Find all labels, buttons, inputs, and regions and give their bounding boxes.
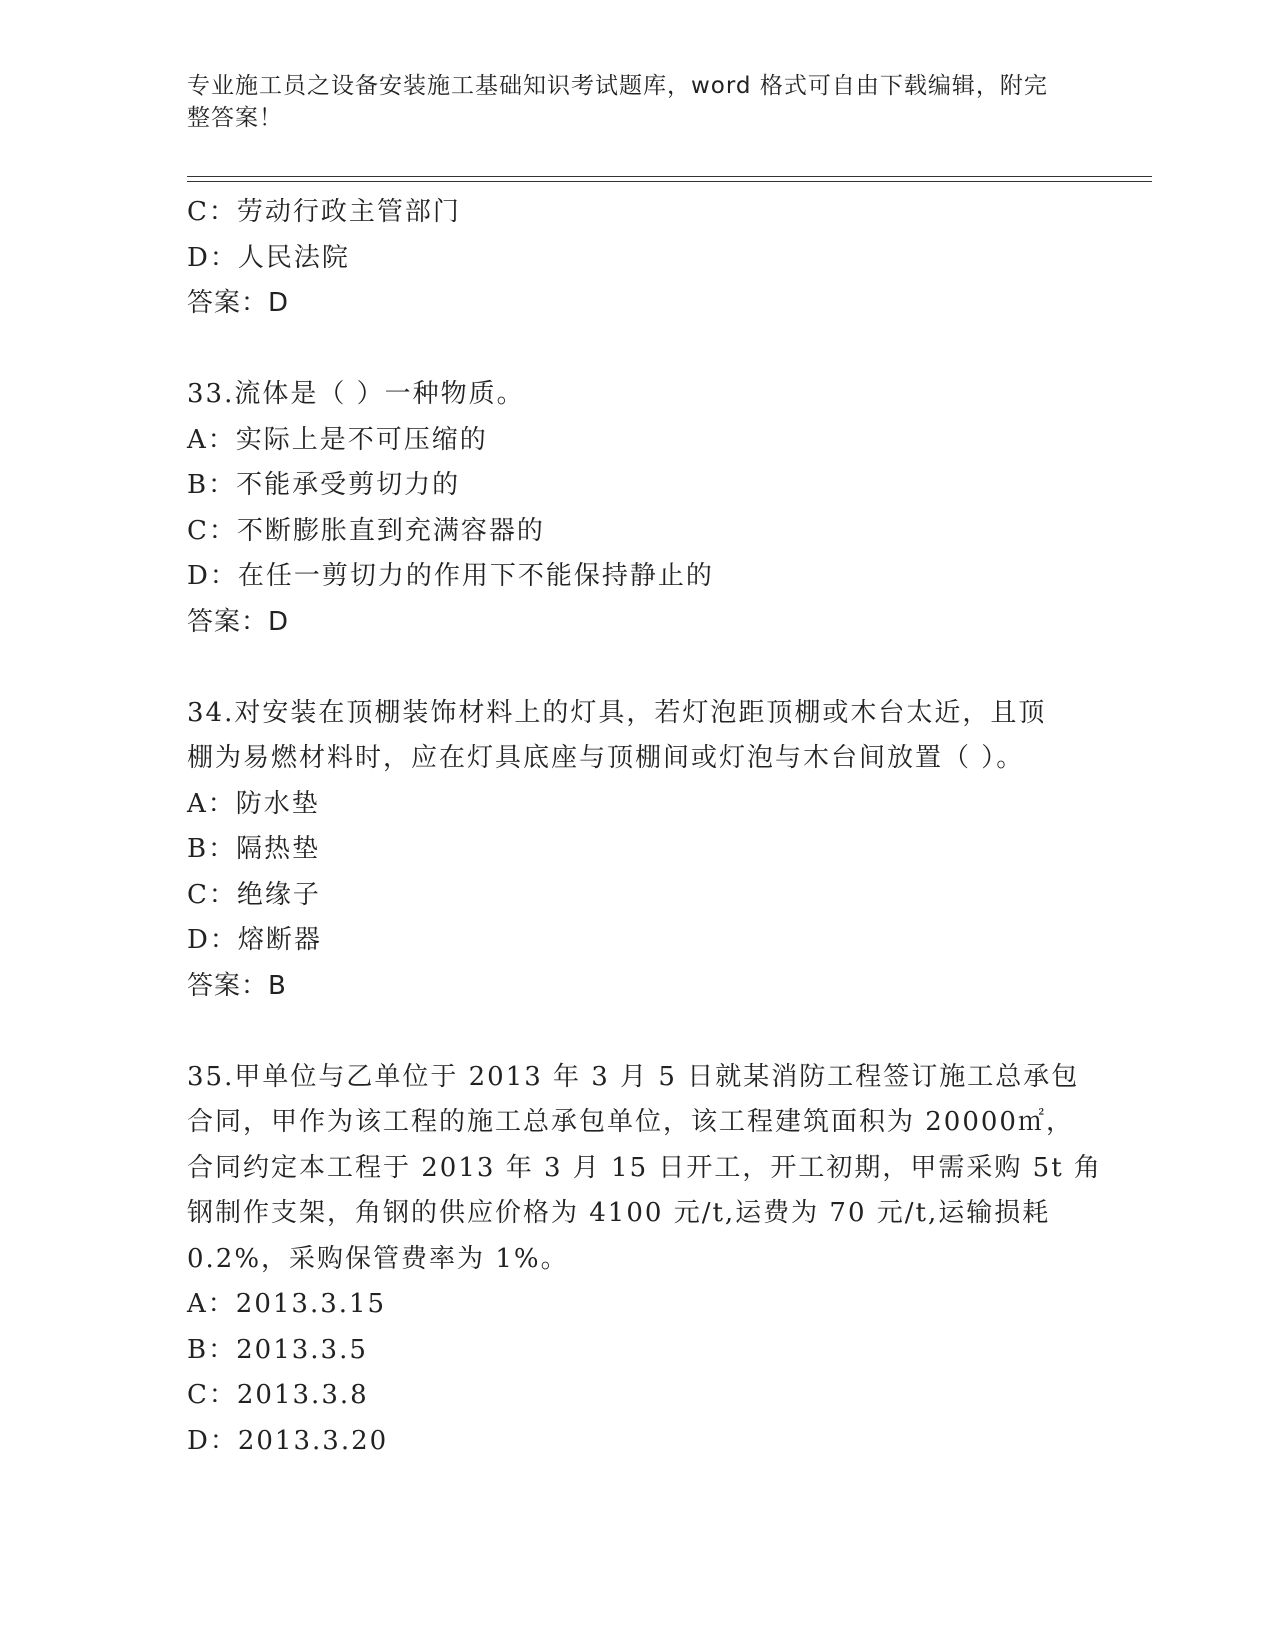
option-b: B：隔热垫: [187, 834, 321, 864]
option-c: C：不断膨胀直到充满容器的: [187, 515, 545, 546]
question-stem-line: 33.流体是（ ）一种物质。: [187, 379, 525, 409]
document-header: [187, 70, 1067, 134]
header-line-1: 专业施工员之设备安装施工基础知识考试题库，word 格式可自由下载编辑，附完: [187, 73, 1048, 99]
question-35: [187, 1055, 1102, 1465]
question-stem-line: 35.甲单位与乙单位于 2013 年 3 月 5 日就某消防工程签订施工总承包: [187, 1061, 1080, 1092]
spacer: [187, 645, 1087, 691]
option-c: C：绝缘子: [187, 879, 321, 910]
question-stem-line: 合同，甲作为该工程的施工总承包单位，该工程建筑面积为 20000㎡，: [187, 1107, 1074, 1137]
spacer: [187, 327, 1087, 373]
answer-label: 答案：D: [187, 288, 290, 318]
option-a: A：防水垫: [187, 788, 320, 819]
question-33: [187, 372, 1087, 645]
question-stem-line: 棚为易燃材料时，应在灯具底座与顶棚间或灯泡与木台间放置（ ）。: [187, 743, 1025, 773]
question-stem-line: 34.对安装在顶棚装饰材料上的灯具，若灯泡距顶棚或木台太近，且顶: [187, 697, 1047, 728]
option-a: A：实际上是不可压缩的: [187, 424, 488, 455]
answer-label: 答案：D: [187, 606, 290, 637]
option-d: D：熔断器: [187, 925, 322, 955]
option-c: C：2013.3.8: [187, 1380, 369, 1410]
answer-label: 答案：B: [187, 970, 287, 1001]
option-b: B：2013.3.5: [187, 1334, 368, 1365]
option-b: B：不能承受剪切力的: [187, 470, 461, 500]
question-list: [187, 190, 1102, 1464]
question-stem: [187, 691, 1087, 782]
spacer: [187, 1009, 1087, 1055]
question-stem: [187, 1055, 1102, 1283]
option-d: D：2013.3.20: [187, 1425, 389, 1456]
question-32-continuation: [187, 190, 1087, 327]
header-rule-top: [187, 176, 1152, 177]
option-c: C：劳动行政主管部门: [187, 197, 461, 227]
question-stem-line: 钢制作支架，角钢的供应价格为 4100 元/t,运费为 70 元/t,运输损耗: [187, 1198, 1051, 1228]
option-d: D：人民法院: [187, 242, 350, 273]
header-line-2: 整答案！: [187, 105, 283, 131]
option-d: D：在任一剪切力的作用下不能保持静止的: [187, 561, 714, 591]
option-a: A：2013.3.15: [187, 1289, 387, 1319]
question-stem: [187, 372, 1087, 418]
question-stem-line: 合同约定本工程于 2013 年 3 月 15 日开工，开工初期，甲需采购 5t 角: [187, 1152, 1102, 1183]
question-stem-line: 0.2%，采购保管费率为 1%。: [187, 1243, 569, 1274]
question-34: [187, 691, 1087, 1010]
header-rule-bottom: [187, 181, 1152, 182]
